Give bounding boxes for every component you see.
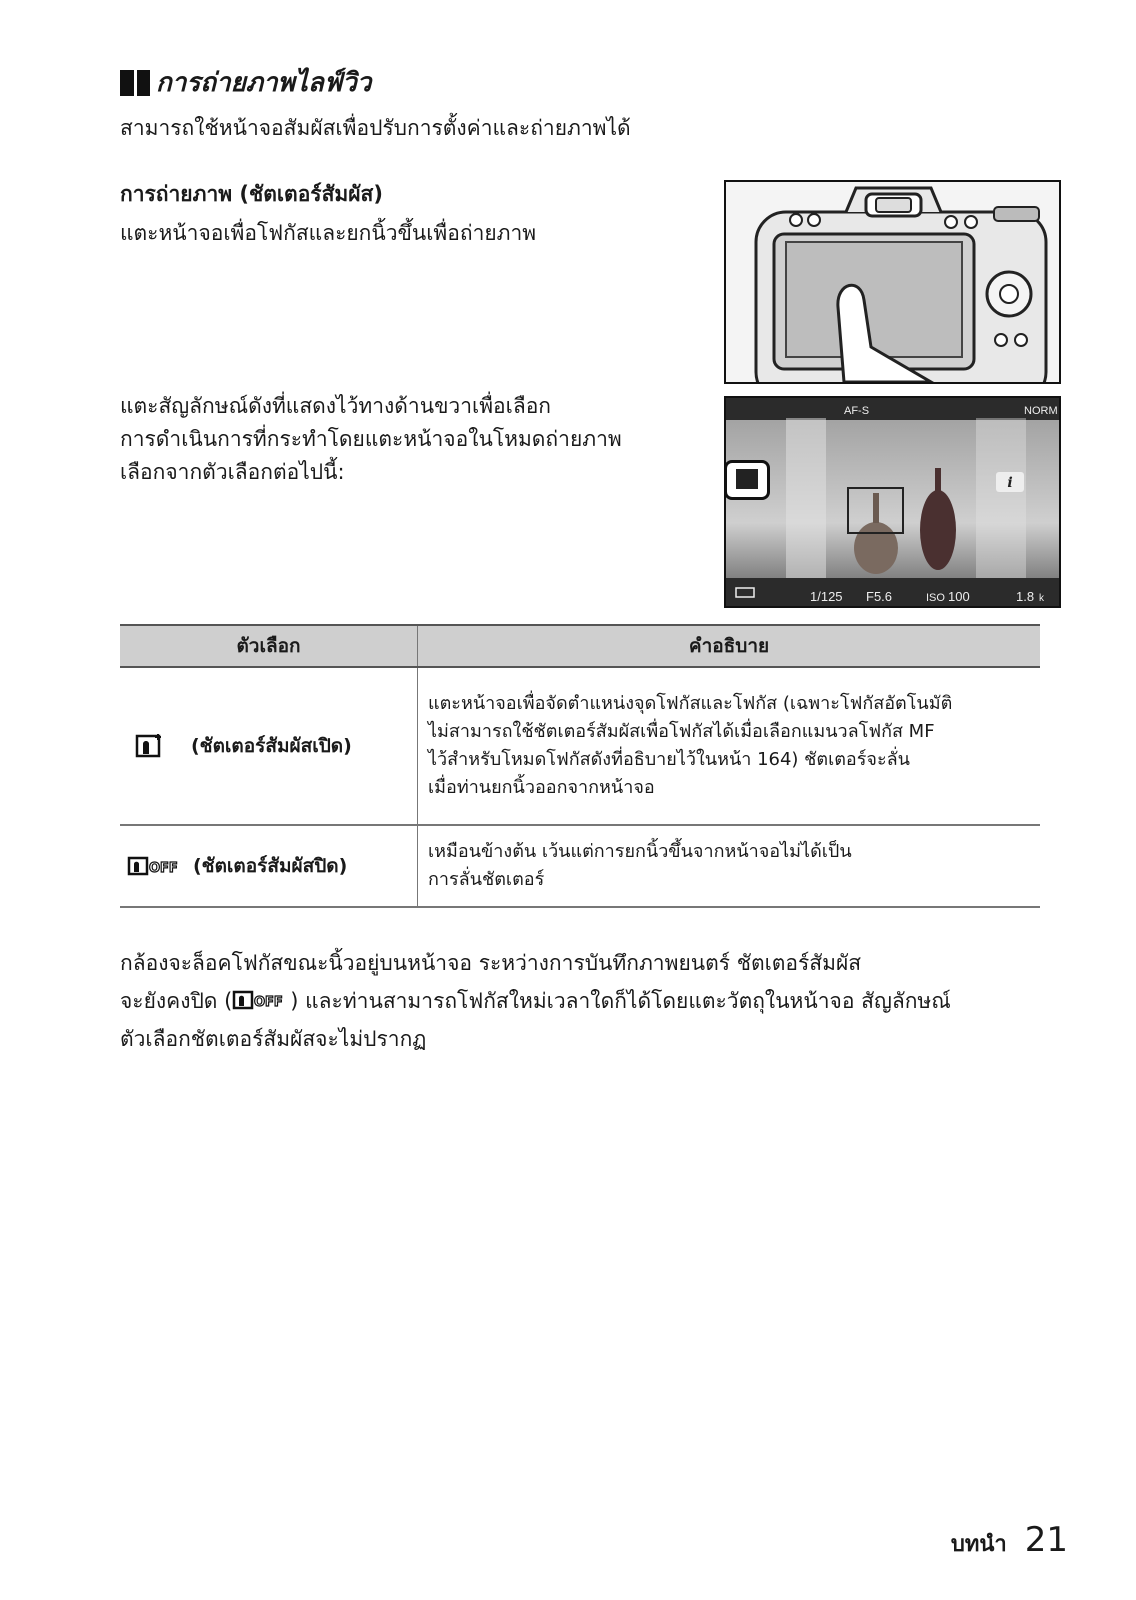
movie-note xyxy=(120,944,1080,1058)
instruction-line: เลือกจากตัวเลือกต่อไปนี้: xyxy=(120,460,345,484)
iso-value: 100 xyxy=(948,589,970,604)
note-line: ตัวเลือกชัตเตอร์สัมผัสจะไม่ปรากฏ xyxy=(120,1027,427,1051)
touch-shutter-off-icon xyxy=(127,854,185,878)
shutter-speed: 1/125 xyxy=(810,589,843,604)
description-line: การลั่นชัตเตอร์ xyxy=(428,869,545,890)
option-cell xyxy=(120,667,418,825)
aperture-value: F5.6 xyxy=(866,589,893,604)
table-row xyxy=(120,667,1040,825)
camera-touch-illustration xyxy=(724,180,1061,384)
option-label: (ชัตเตอร์สัมผัสปิด) xyxy=(193,855,348,877)
instruction-line: แตะสัญลักษณ์ดังที่แสดงไว้ทางด้านขวาเพื่อเลือก xyxy=(120,394,552,418)
svg-text:ISO: ISO xyxy=(926,592,945,604)
table-row xyxy=(120,825,1040,907)
note-line: กล้องจะล็อคโฟกัสขณะนิ้วอยู่บนหน้าจอ ระหว่างการบันทึกภาพยนตร์ ชัตเตอร์สัมผัส xyxy=(120,951,862,975)
remaining-shots: 1.8 xyxy=(1016,589,1035,604)
liveview-screen xyxy=(724,396,1061,608)
note-line: จะยังคงปิด ( OFF ) และท่านสามารถโฟกัสใหม่เวลาใดก็ได้โดยแตะวัตถุในหน้าจอ สัญลักษณ์ xyxy=(120,989,951,1013)
touch-icon-instructions xyxy=(120,390,622,489)
description-line: เมื่อท่านยกนิ้วออกจากหน้าจอ xyxy=(428,777,655,798)
touch-shutter-on-icon xyxy=(736,469,758,489)
description-cell xyxy=(418,667,1041,825)
option-cell xyxy=(120,825,418,907)
description-line: ไม่สามารถใช้ชัตเตอร์สัมผัสเพื่อโฟกัสได้เมื่อเลือกแมนวลโฟกัส MF xyxy=(428,721,935,742)
shooting-heading: การถ่ายภาพ (ชัตเตอร์สัมผัส) xyxy=(120,182,383,206)
focus-mode: AF-S xyxy=(844,405,870,417)
chapter-name: บทนำ xyxy=(950,1532,1007,1557)
remaining-unit: k xyxy=(1039,593,1044,604)
liveview-scene xyxy=(726,398,1059,606)
description-cell xyxy=(418,825,1041,907)
page-footer xyxy=(951,1520,1068,1561)
section-intro: สามารถใช้หน้าจอสัมผัสเพื่อปรับการตั้งค่าและถ่ายภาพได้ xyxy=(120,116,631,140)
info-button[interactable] xyxy=(996,472,1024,492)
info-button-label: i xyxy=(1007,475,1013,491)
description-line: แตะหน้าจอเพื่อจัดตำแหน่งจุดโฟกัสและโฟกัส (เฉพาะโฟกัสอัตโนมัติ xyxy=(428,693,953,714)
svg-text:OFF: OFF xyxy=(149,861,178,876)
description-line: เหมือนข้างต้น เว้นแต่การยกนิ้วขึ้นจากหน้าจอไม่ได้เป็น xyxy=(428,841,852,862)
section-title: การถ่ายภาพไลฟ์วิว xyxy=(156,68,372,98)
touch-shutter-button-highlight[interactable] xyxy=(724,460,770,500)
options-table xyxy=(120,624,1040,908)
table-header-description: คำอธิบาย xyxy=(418,625,1041,667)
page-number: 21 xyxy=(1024,1520,1068,1560)
section-heading xyxy=(120,62,371,103)
image-quality: NORM xyxy=(1024,405,1058,417)
section-marker-icon xyxy=(120,70,150,96)
instruction-line: การดำเนินการที่กระทำโดยแตะหน้าจอในโหมดถ่ายภาพ xyxy=(120,427,622,451)
table-header-option: ตัวเลือก xyxy=(120,625,418,667)
camera-back-drawing xyxy=(726,182,1059,382)
touch-shutter-on-icon xyxy=(135,734,165,758)
svg-text:OFF: OFF xyxy=(254,995,284,1010)
description-line: ไว้สำหรับโหมดโฟกัสดังที่อธิบายไว้ในหน้า 164) ชัตเตอร์จะลั่น xyxy=(428,749,910,770)
touch-shutter-off-icon xyxy=(232,989,290,1011)
option-label: (ชัตเตอร์สัมผัสเปิด) xyxy=(191,735,352,757)
shooting-description: แตะหน้าจอเพื่อโฟกัสและยกนิ้วขึ้นเพื่อถ่ายภาพ xyxy=(120,221,537,245)
